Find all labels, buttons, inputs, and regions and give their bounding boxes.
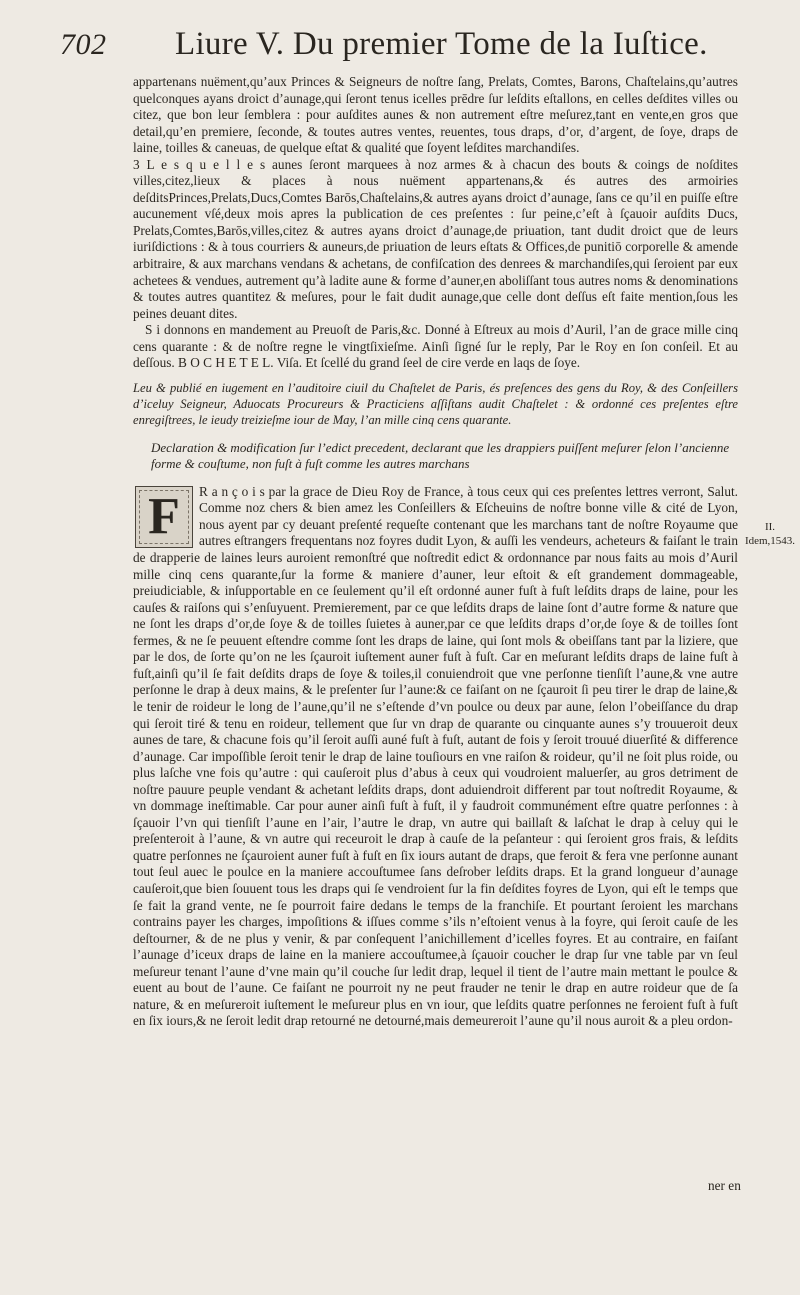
catchword: ner en <box>708 1178 741 1193</box>
paragraph-4: R a n ç o i s par la grace de Dieu Roy de France, à tous ceux qui ces preſentes lettres verront, Salut. Comme noz chers & bien amez les Conſeillers & Eſcheuins de noſtre bonne ville & cité de Lyon, nous ayent par cy deuant preſenté requeſte contenant que les marchans tant de noſtre Royaume que autres eſtrangers frequentans noz foyres dudit Lyon, & auſſi les vendeurs, acheteurs & faiſant le train de drapperie de laines leurs auroient remonſtré que noſtredit edict & ordonnance par nous faits au mois d’Auril mille cinq cens quarante,ſur la forme & maniere d’auner, leur eſtoit & eſt grandement dommageable, preiudiciable, & inſupportable en ce ſeulement qu’il eſt ordonné auner fuſt à fuſt leſdits draps de laine, pour les cauſes & raiſons qui s’enſuyuent. Premierement, par ce que leſdits draps de laine ſont d’autre forme & nature que ne ſont les draps d’or,de ſoye & de toilles ſuietes à auner,par ce que leſdits draps d’or,de ſoye & de toilles ſont fermes, & ne ſe peuuent eſtendre comme ſont les draps de laine, qui ſont mols & obeiſſans tant par la liziere, que par le dos, de ſorte qu’on ne les ſçauroit iuſtement auner fuſt à fuſt. Car en meſurant leſdits draps de laine fuſt à fuſt,ainſi qu’il ſe fait deſdits draps de ſoye & toiles,il conuiendroit que vne perſonne tienſiſt l’aune,& vne autre perſonne le drap à deux mains, & le preſenter ſur l’aune:& ce faiſant on ne ſçauroit ſi peu tirer le drap de laine,& le tenir de roideur le long de l’aune,qu’il ne s’eſtende d’vn poulce ou deux par aune, ſelon l’obeiſſance du drap qui ſeroit tiré & tenu en roideur, tellement que ſur vn drap de quarante ou cinquante aunes s’y trouueroit deux aunes de tare, & chacune fois qu’il ſeroit auſſi auné fuſt à fuſt, autant de fois y ſeroit trouué diuerſité & difference d’aunage. Car impoſſible ſeroit tenir le drap de laine touſiours en vne raiſon & roideur, qu’il ne ſoit plus roide, ou plus laſche vne fois qu’autre : qui cauſeroit plus d’abus à ceux qui voudroient maluerſer, au gros detriment de noſtre pauure peuple vendant & achetant leſdits draps, dont aduiendroit different par tout noſtredit Royaume, & vn dommage ineſtimable. Car pour auner ainſi fuſt à fuſt, il y faudroit communément eſtre quatre perſonnes : à ſçauoir l’vn qui tienſiſt l’aune en l’air, l’autre le drap, vn autre qui baillaſt & laſchat le drap à celuy qui le preſenteroit à l’aune, & vn autre qui receuroit le drap à cauſe de la peſanteur : qui ſeroient gros frais, & leſdits quatre perſonnes ne ſçauroient auner fuſt à fuſt en ſix iours autant de draps, que feroit & fera vne perſonne aunant tout ſeul auec le poulce en la maniere accouſtumee ſans deſrober leſdits draps. Et la grand longueur d’aunage cauſeroit,que bien ſouuent tous les draps qui ſe vendroient ſur la fin deſdites foyres de Lyon, qui eſt le temps que ſe fait la grand vente, ne ſe pourroit faire dedans le temps de la franchiſe. Et pourtant ſeroient les marchans contrains payer les charges, impoſitions & iſſues comme s’ils n’eſtoient venus à la foyre, qui ſeroit cauſe de les deſtourner, & de ne plus y venir, & par conſequent l’anichillement d’icelles foyres. Et au contraire, en faiſant l’aunage d’iceux draps de laine en la maniere accouſtumee,à ſçauoir coucher le drap ſur vne table par vn ſeul meſureur tenant l’aune d’vne main qu’il couche ſur ledit drap, lequel il tient de l’autre main mettant le poulce & euent au bout de l’aune. Ce faiſant ne pourroit ny ne peut frauder ne tenir le drap en autre roideur que de ſa nature, & en meſureroit iuſtement le meſureur plus en vn iour, que leſdits quatre perſonnes ne feroient fuſt à fuſt en ſix iours,& ne ſeroit ledit drap retourné ne detourné,mais demeureroit l’aune qu’il nous auroit & a pleu ordon- <box>133 483 738 1029</box>
paragraph-3: S i donnons en mandement au Preuoſt de Paris,&c. Donné à Eſtreux au mois d’Auril, l’an de grace mille cinq cens quarante : & de noſtre regne le vingtſixieſme. Ainſi ſigné ſur le reply, Par le Roy en ſon conſeil. Et au deſſous. B O C H E T E L. Viſa. Et ſcellé du grand ſeel de cire verde en laqs de ſoye. <box>133 322 738 371</box>
margin-note-number: II. <box>764 521 776 533</box>
running-head: Liure V. Du premier Tome de la Iuſtice. <box>175 26 708 62</box>
page-number: 702 <box>60 28 107 61</box>
decorated-initial <box>135 486 193 548</box>
paragraph-1: appartenans nuëment,qu’aux Princes & Seigneurs de noſtre ſang, Prelats, Comtes, Barons, Chaſtelains,qu’autres quelconques ayans droict d’aunage,qui ſeront tenus icelles prēdre ſur leſdits eſtallons, en celles deſdites villes ou citez, que bon leur ſemblera : pour auſdites aunes & non autrement eſtre meſurez,tant en vente,en gros que detail,qu’en premiere, ſeconde, & toutes autres ventes, reuentes, tous draps, d’or, d’argent, de ſoye, draps de laine, toilles & caneuas, de quelque eſtat & qualité que ſoyent leſdites marchandiſes. <box>133 74 738 156</box>
colophon: Leu & publié en iugement en l’auditoire ciuil du Chaſtelet de Paris, és preſences des gens du Roy, & des Conſeillers d’iceluy Seigneur, Aduocats Procureurs & Practiciens aſſiſtans audit Chaſtelet : & ordonné ces preſentes eſtre enregiſtrees, le ieudy treizieſme iour de May, l’an mille cinq cens quarante. <box>133 380 738 427</box>
margin-note-date: Idem,1543. <box>744 535 796 547</box>
ordinance-block <box>133 484 738 1030</box>
margin-note <box>742 520 798 548</box>
section-heading: Declaration & modification ſur l’edict precedent, declarant que les drappiers puiſſent meſurer ſelon l’ancienne forme & couſtume, non fuſt à fuſt comme les autres marchans <box>151 439 730 471</box>
decorated-initial-letter: F <box>148 487 180 545</box>
paragraph-2: 3 L e s q u e l l e s aunes ſeront marquees à noz armes & à chacun des bouts & coings de noſdites villes,citez,lieux & places à nous nuëment appartenans,& és autres des armoiries deſditsPrinces,Prelats,Ducs,Comtes Barōs,Chaſtelains,& autres ayans droict d’aunage, ſans ce qu’il en puiſſe eſtre aucunement vſé,deux mois apres la publication de ces preſentes : ſur peine,c’eſt à ſçauoir auſdits Ducs, Prelats,Comtes,Barōs,villes,citez & autres ayans droict d’aunage,de priuation, tant dudit droict que de leurs iuriſdictions : & à tous courriers & auneurs,de priuation de leurs eſtats & Offices,de punitiō corporelle & amende arbitraire, & aux marchans vendans & achetans, de confiſcation des denrees & marchandiſes,qui ſeroient par eux achetees & vendues, autrement qu’à ladite aune & forme d’auner,en aboliſſant tous autres noms & denominations & toutes autres quantitez & meſures, pour le fait dudit aunage,que celle dont deſſus eſt faite mention,ſous les peines deuant dites. <box>133 156 738 321</box>
body-text <box>133 74 738 1030</box>
